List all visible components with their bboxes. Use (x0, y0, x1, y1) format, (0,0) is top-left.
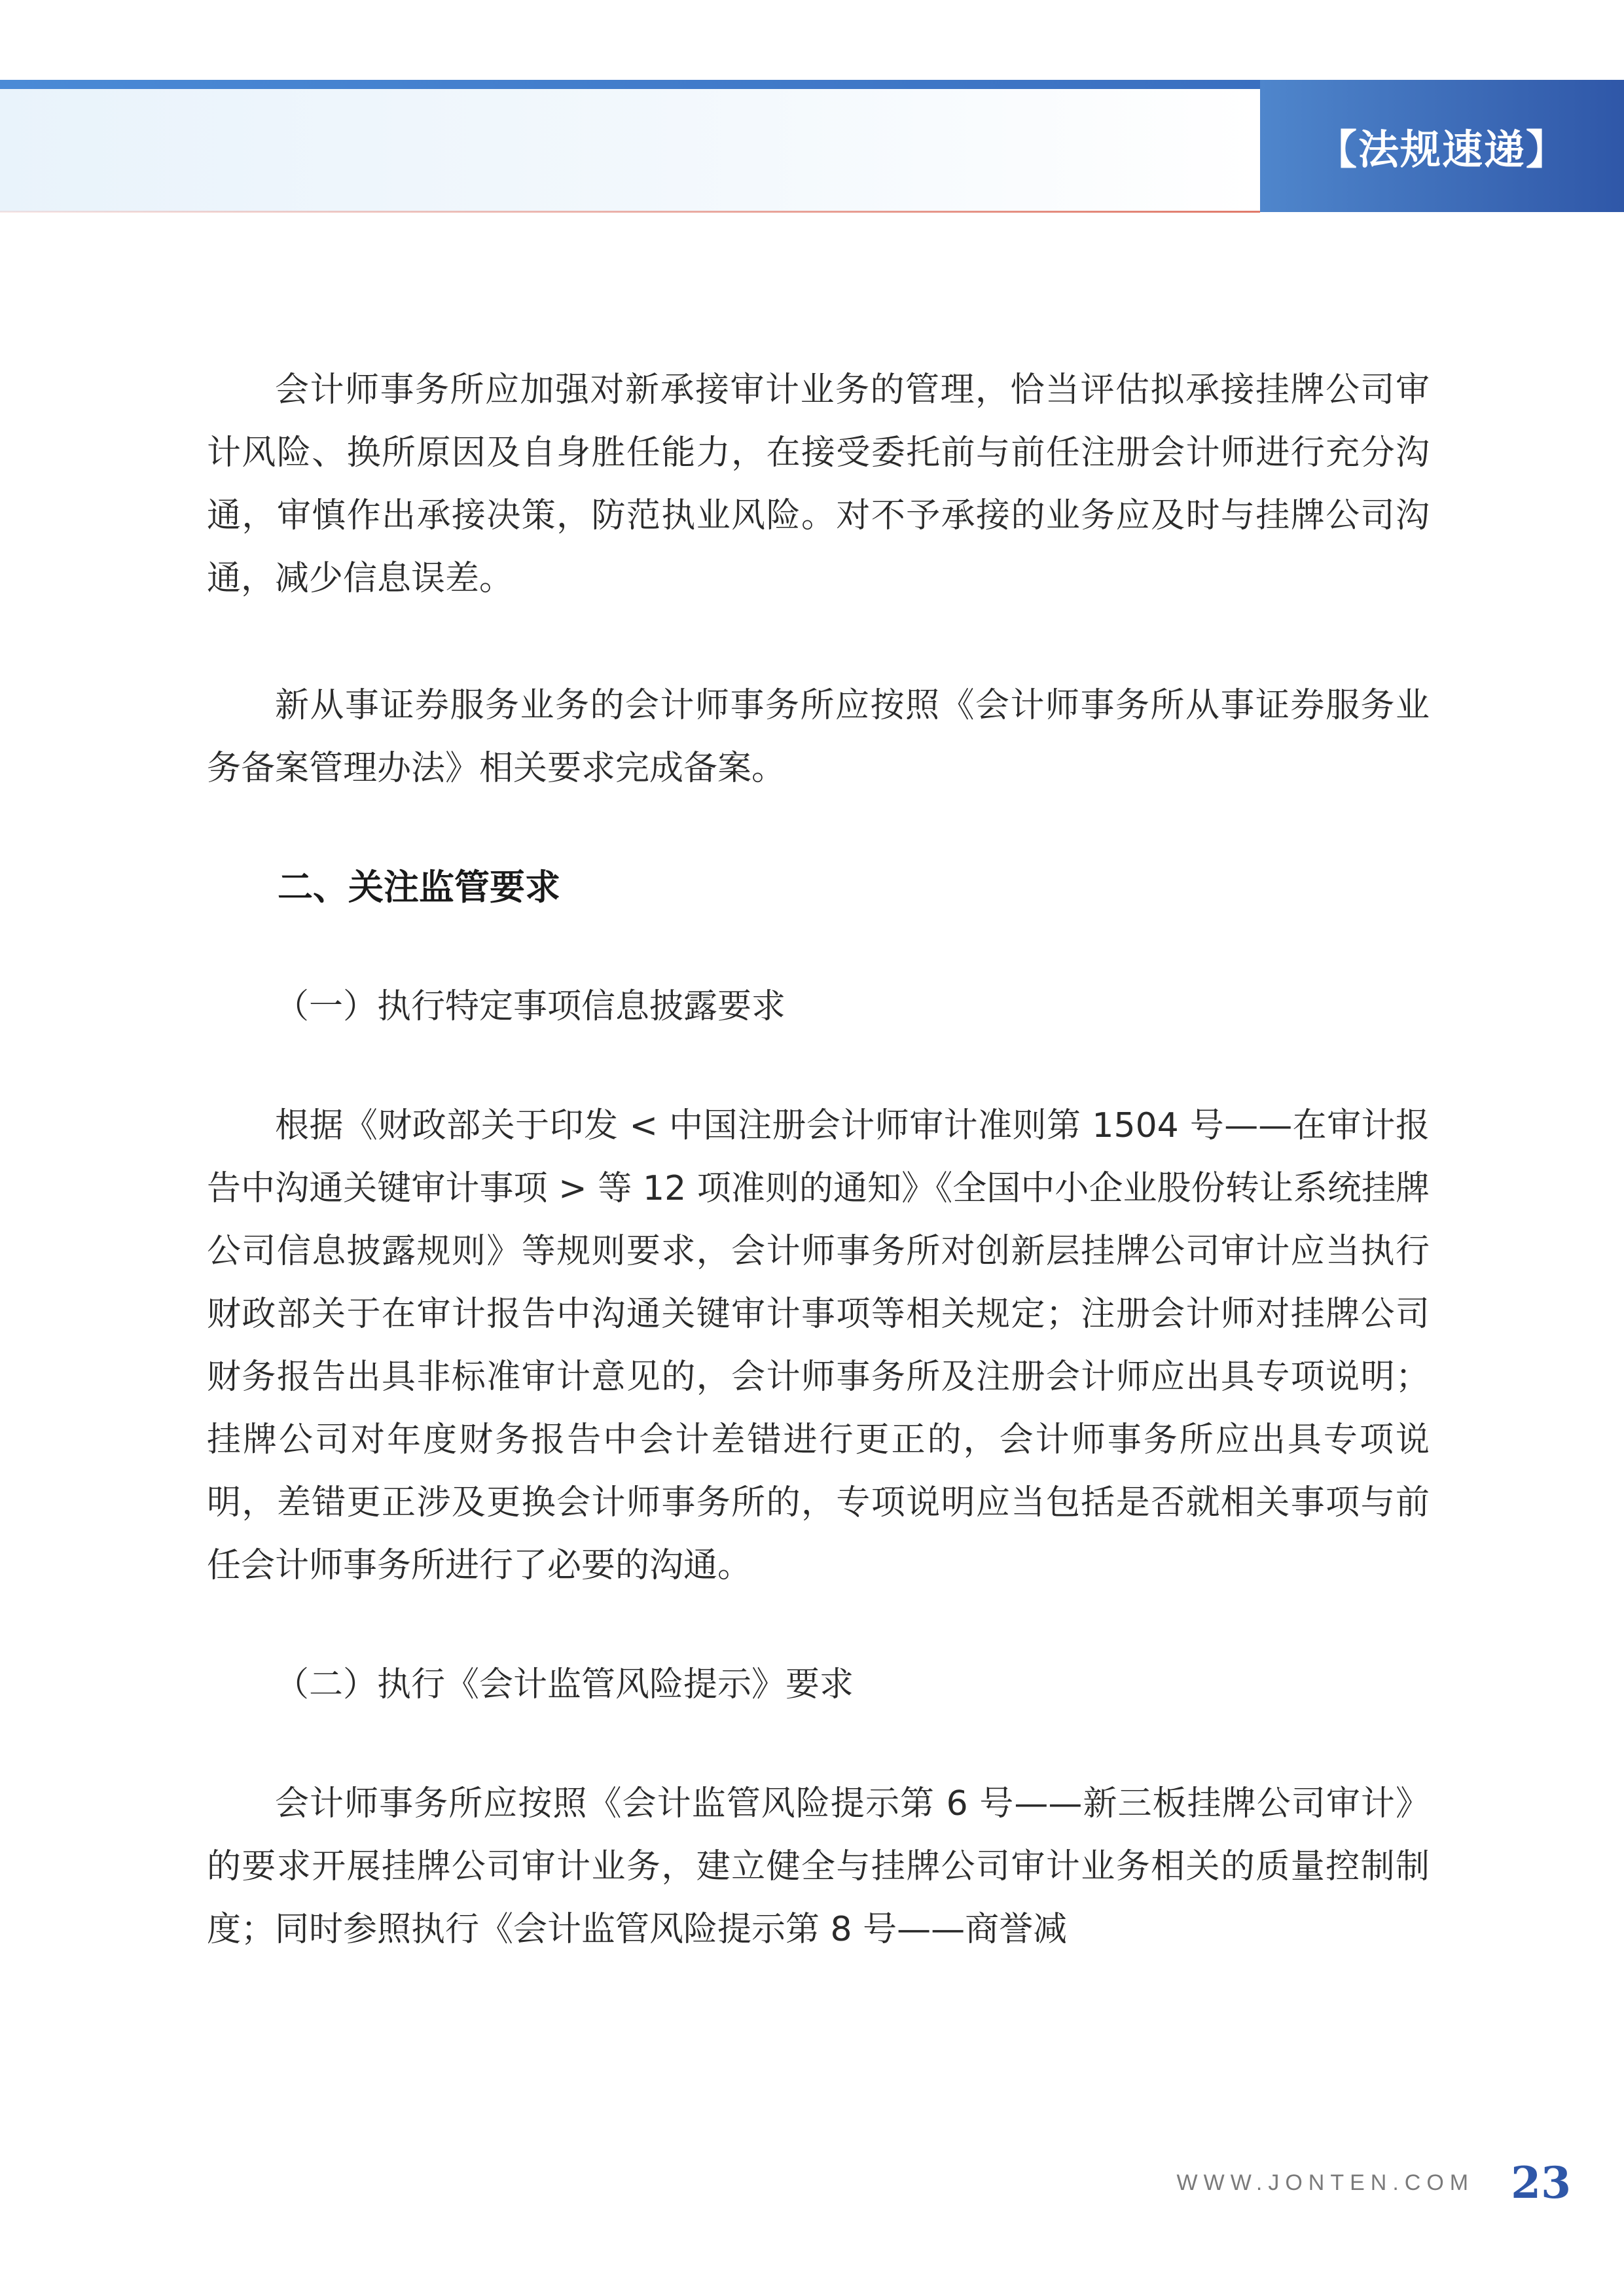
paragraph-disclosure-requirements: 根据《财政部关于印发 < 中国注册会计师审计准则第 1504 号——在审计报告中沟通关键审计事项 > 等 12 项准则的通知》《全国中小企业股份转让系统挂牌公司信息披露规则》等规则要求，会计师事务所对创新层挂牌公司审计应当执行财政部关于在审计报告中沟通关键审计事项等相关规定；注册会计师对挂牌公司财务报告出具非标准审计意见的，会计师事务所及注册会计师应出具专项说明；挂牌公司对年度财务报告中会计差错进行更正的，会计师事务所应出具专项说明，差错更正涉及更换会计师事务所的，专项说明应当包括是否就相关事项与前任会计师事务所进行了必要的沟通。 (207, 1106, 1430, 1585)
header-top-rule (0, 80, 1260, 89)
article-body (207, 359, 1430, 1961)
paragraph-new-engagement: 会计师事务所应加强对新承接审计业务的管理，恰当评估拟承接挂牌公司审计风险、换所原因及自身胜任能力，在接受委托前与前任注册会计师进行充分沟通，审慎作出承接决策，防范执业风险。对不予承接的业务应及时与挂牌公司沟通，减少信息误差。 (207, 370, 1430, 598)
section-tab (1260, 80, 1624, 212)
page-header (0, 0, 1624, 216)
header-red-rule (0, 211, 1260, 213)
subsection-heading-1: （一）执行特定事项信息披露要求 (275, 987, 786, 1026)
paragraph-filing: 新从事证券服务业务的会计师事务所应按照《会计师事务所从事证券服务业务备案管理办法》相关要求完成备案。 (207, 686, 1430, 788)
paragraph-risk-alert: 会计师事务所应按照《会计监管风险提示第 6 号——新三板挂牌公司审计》的要求开展挂牌公司审计业务，建立健全与挂牌公司审计业务相关的质量控制制度；同时参照执行《会计监管风险提示第 8 号——商誉减 (207, 1784, 1430, 1949)
header-light-band (0, 89, 1260, 212)
section-heading: 二、关注监管要求 (278, 867, 560, 908)
subsection-heading-2: （二）执行《会计监管风险提示》要求 (275, 1665, 854, 1704)
page-footer (1176, 2153, 1571, 2212)
page-number: 23 (1511, 2157, 1571, 2208)
footer-website: WWW.JONTEN.COM (1176, 2170, 1475, 2195)
section-tab-label: 【法规速递】 (1316, 125, 1568, 173)
